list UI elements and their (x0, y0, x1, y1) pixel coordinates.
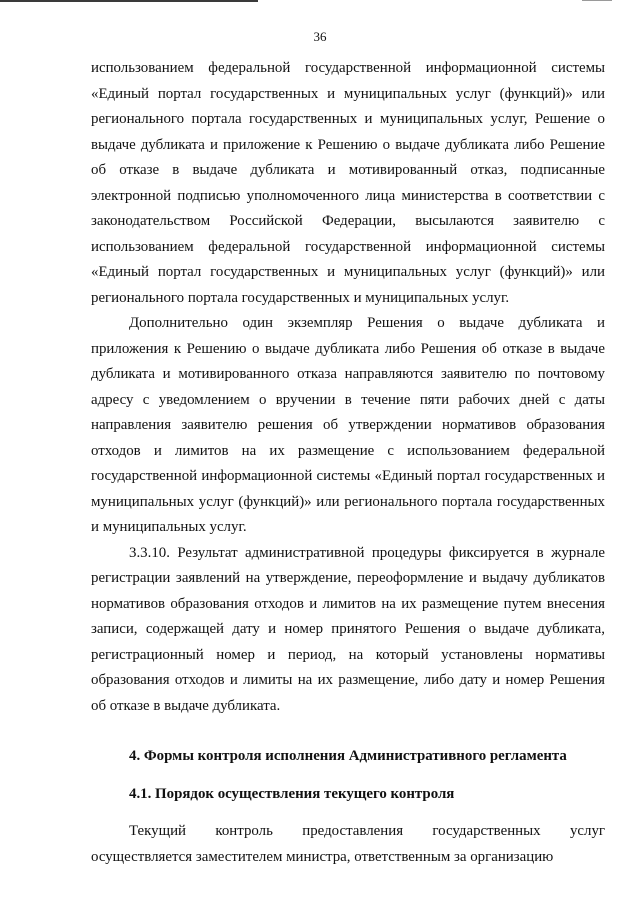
section-4-1-heading: 4.1. Порядок осуществления текущего контроля (129, 785, 455, 802)
page-number: 36 (313, 29, 327, 44)
section-4-heading: 4. Формы контроля исполнения Административного регламента (129, 748, 567, 764)
top-rule-right (582, 0, 612, 1)
spacer (91, 807, 605, 819)
top-rule (0, 0, 258, 2)
paragraph-3-3-10: 3.3.10. Результат административной процедуры фиксируется в журнале регистрации заявлений на утверждение, переоформление и выдачу дубликатов нормативов образования отходов и лимитов на их размещение путем внесения записи, содержащей дату и номер принятого Решения о выдаче дубликата, регистрационный номер и период, на который установлены нормативы образования отходов и лимиты на их размещение, либо дату и номер Решения об отказе в выдаче дубликата. (91, 544, 605, 714)
paragraph-current-control: Текущий контроль предоставления государственных услуг осуществляется заместителем министра, ответственным за организацию (91, 823, 605, 865)
document-body (91, 56, 605, 870)
spacer (91, 770, 605, 782)
paragraph-continuation: использованием федеральной государственной информационной системы «Единый портал государственных и муниципальных услуг (функций)» или регионального портала государственных и муниципальных услуг, Решение о выдаче дубликата и приложение к Решению о выдаче дубликата либо Решение об отказе в выдаче дубликата и мотивированный отказ, подписанные электронной подписью уполномоченного лица министерства в соответствии с законодательством Российской Федерации, высылаются заявителю с использованием федеральной государственной информационной системы «Единый портал государственных и муниципальных услуг (функций)» или регионального портала государственных и муниципальных услуг. (91, 60, 605, 306)
paragraph-additional-copy: Дополнительно один экземпляр Решения о выдаче дубликата и приложения к Решению о выдаче дубликата либо Решения об отказе в выдаче дубликата и мотивированного отказа направляются заявителю по почтовому адресу с уведомлением о вручении в течение пяти рабочих дней с даты направления заявителю решения об утверждении нормативов образования отходов и лимитов на их размещение с использованием федеральной государственной информационной системы «Единый портал государственных и муниципальных услуг (функций)» или регионального портала государственных и муниципальных услуг. (91, 315, 605, 535)
spacer (91, 719, 605, 744)
